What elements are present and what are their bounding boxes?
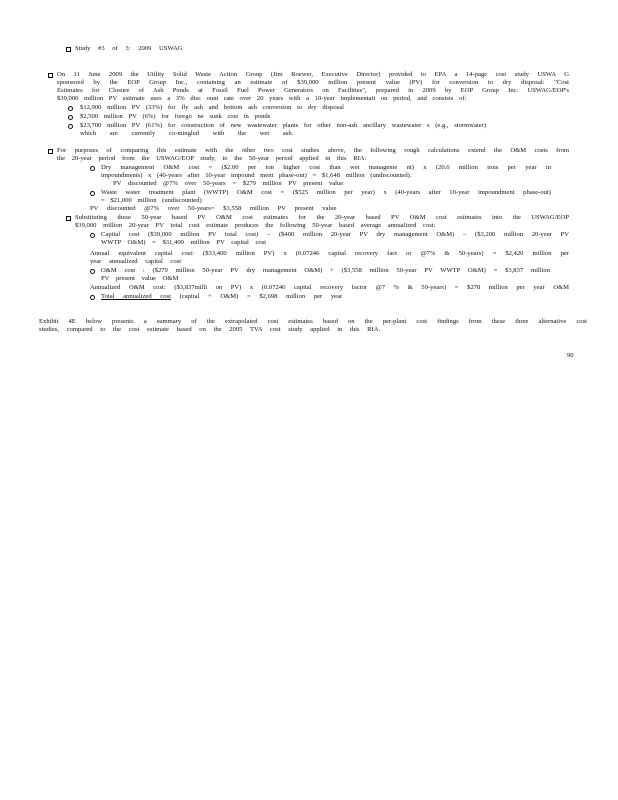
bullet-square (66, 216, 71, 221)
para1-line: sponsored by the EOP Group Inc., containing an estimate of $39,000 million present value (PV) for conversion to dry disposal: "Cost (57, 79, 569, 86)
bullet-square (66, 47, 71, 52)
para2-line: For purposes of comparing this estimate with the other two cost studies above, the following rough calculations extend the O&M costs from (57, 147, 569, 154)
dry-line: PV discounted @7% over 50-years = $279 million PV present value (113, 180, 344, 187)
dry-line: Dry management O&M cost = ($2.00 per ton higher cost than wet manageme nt) x (20.6 million tons per year in (101, 164, 551, 171)
wwtp-line: Waste water treatment plant (WWTP) O&M cost = ($525 million per year) x (40-years after 10-year impoundment phase-out) (101, 189, 551, 196)
wwtp-pv-line: PV discounted @7% over 50-years= $3,558 million PV present value (90, 205, 337, 212)
para1-line: Estimates for Closure of Ash Ponds at Fossil Fuel Power Generators on Facilities", prepared in 2009 by EOP Group Inc. USWAG/EOP's (57, 87, 569, 94)
bullet-circle (68, 106, 73, 111)
bullet-circle (90, 233, 95, 238)
bullet-circle (68, 124, 73, 129)
exhibit-line: Exhibit 4E below presents a summary of the extrapolated cost estimates based on the per-plant cost findings from these three alternative cost (39, 318, 587, 325)
capital-line: Capital cost ($39,000 million PV total cost) – ($400 million 20-year PV dry management O&M) – ($3,200 million 20-year PV (101, 231, 569, 238)
bullet-square (48, 73, 53, 78)
annual-line: year annualized capital cost (90, 258, 182, 265)
om-line: PV present value O&M (101, 275, 179, 282)
bullet-circle (90, 166, 95, 171)
bullet-square (48, 149, 53, 154)
total-line: Total annualized cost (capital + O&M) = $2,698 million per year (101, 293, 343, 300)
om-line: O&M cost : ($279 million 50-year PV dry management O&M) + ($3,558 million 50-year PV WWTP O&M) = $3,837 million (101, 267, 550, 274)
list-item-cont: which are currently co-mingled with the wet ash. (80, 130, 294, 137)
list-item: $23,700 million PV (61%) for construction of new wastewater plants for other non-ash ancillary wastewater s (e.g., stormwater) (80, 122, 487, 129)
list-item: $12,900 million PV (33%) for fly ash and bottom ash conversion to dry disposal (80, 104, 344, 111)
total-label-underlined: Total annualized cost (101, 293, 171, 300)
section-heading: Study #3 of 3: 2009 USWAG (75, 45, 183, 52)
subst-line: $39,000 million 20-year PV total cost estimate produces the following 50-year based average annualized cost: (75, 222, 436, 229)
bullet-circle (90, 191, 95, 196)
annual-line: Annual equivalent capital cost: ($33,400 million PV) x (0.07246 capital recovery fact or @7% & 50-years) = $2,420 million per (90, 250, 569, 257)
para1-line: On 11 June 2009 the Utility Solid Waste Action Group (Jim Roewer, Executive Director) provided to EPA a 14-page cost study USWA G (57, 71, 569, 78)
list-item: $2,500 million PV (6%) for forego ne sunk cost in ponds (80, 113, 271, 120)
subst-line: Substituting these 50-year based PV O&M cost estimates for the 20-year based PV O&M cost estimates into the USWAG/EOP (75, 214, 569, 221)
bullet-circle (68, 115, 73, 120)
exhibit-line: studies, compared to the cost estimate based on the 2005 TVA cost study applied in this RIA. (39, 326, 381, 333)
bullet-circle (90, 295, 95, 300)
page-number: 90 (567, 352, 574, 359)
wwtp-line: = $21,000 million (undiscounted) (101, 197, 202, 204)
dry-line: impoundments) x (40-years after 10-year impound ment phase-out) = $1,648 million (undiscounted). (101, 172, 412, 179)
bullet-circle (90, 269, 95, 274)
para2-line: the 20-year period from the USWAG/EOP study, to the 50-year period applied in this RIA: (57, 155, 367, 162)
para1-line: $39,000 million PV estimate uses a 3% disc ount rate over 20 years with a 10-year implementati on period, and consists of: (57, 95, 467, 102)
annualized-om-line: Annualized O&M cost: ($3,837milli on PV) x (0.07246 capital recovery factor @7 % & 50-years) = $278 million per year O&M (90, 284, 569, 291)
capital-line: WWTP O&M) = $31,400 million PV capital cost (101, 239, 267, 246)
